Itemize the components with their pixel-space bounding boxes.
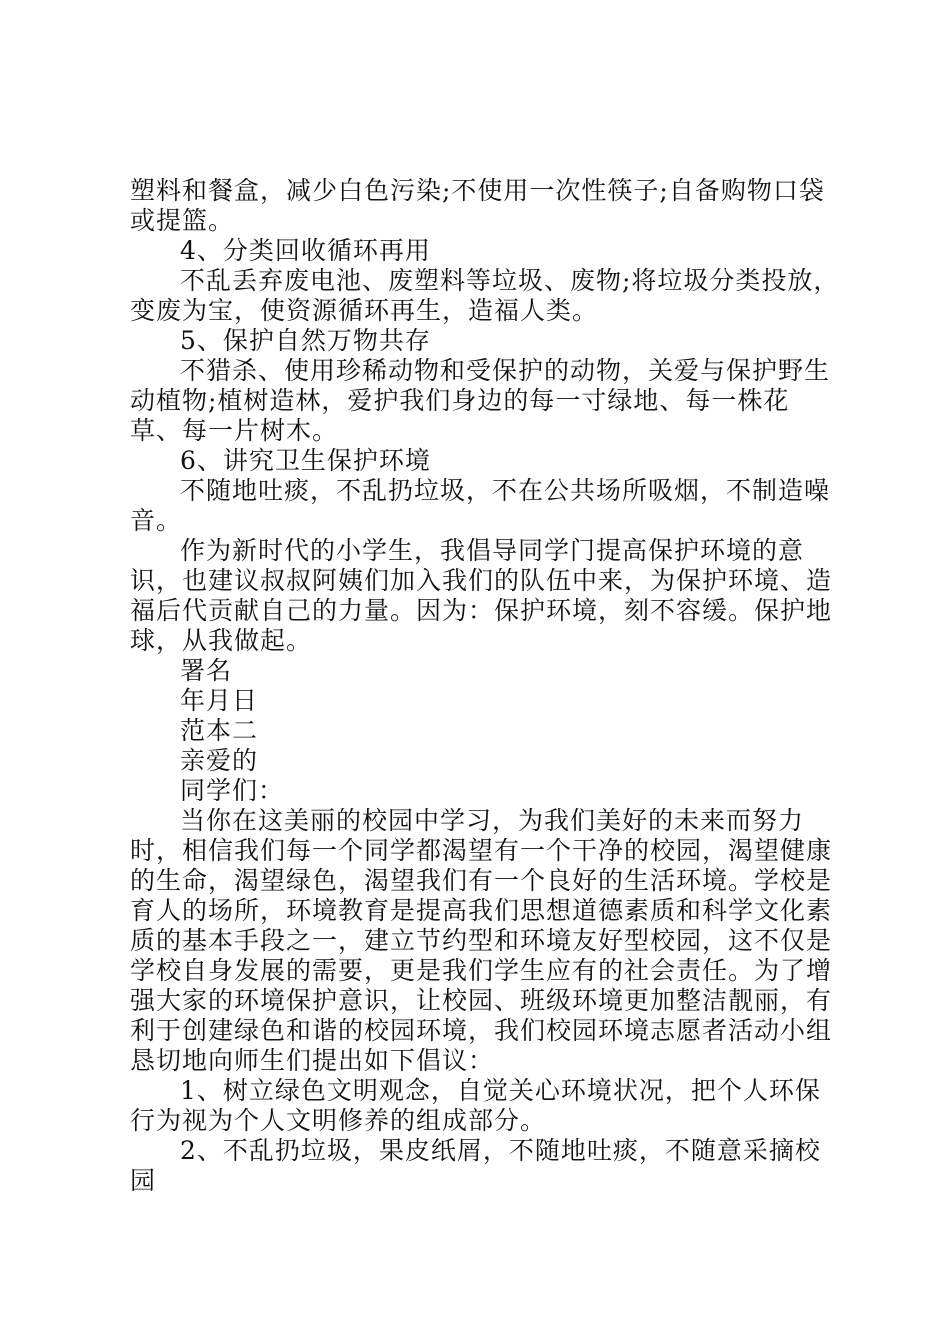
proposal-item-2: 2、不乱扔垃圾，果皮纸屑，不随地吐痰，不随意采摘校园 — [130, 1136, 821, 1195]
sample-two-title: 范本二 — [180, 716, 259, 745]
paragraph-item-6: 不随地吐痰，不乱扔垃圾，不在公共场所吸烟，不制造噪音。 — [130, 476, 831, 535]
body-paragraph: 当你在这美丽的校园中学习，为我们美好的未来而努力时，相信我们每一个同学都渴望有一个干净的校园，渴望健康的生命，渴望绿色，渴望我们有一个良好的生活环境。学校是育人的场所，环境教育是提高我们思想道德素质和科学文化素质的基本手段之一，建立节约型和环境友好型校园，这不仅是学校自身发展的需要，更是我们学生应有的社会责任。为了增强大家的环境保护意识，让校园、班级环境更加整洁靓丽，有利于创建绿色和谐的校园环境，我们校园环境志愿者活动小组恳切地向师生们提出如下倡议： — [130, 806, 833, 1075]
salutation-dear: 亲爱的 — [180, 746, 259, 775]
paragraph-continuation: 塑料和餐盒，减少白色污染;不使用一次性筷子;自备购物口袋或提篮。 — [130, 176, 825, 235]
signature-line: 署名 — [180, 656, 233, 685]
paragraph-item-4: 不乱丢弃废电池、废塑料等垃圾、废物;将垃圾分类投放，变废为宝，使资源循环再生，造福人类。 — [130, 266, 840, 325]
closing-paragraph: 作为新时代的小学生，我倡导同学门提高保护环境的意识，也建议叔叔阿姨们加入我们的队伍中来，为保护环境、造福后代贡献自己的力量。因为：保护环境，刻不容缓。保护地球，从我做起。 — [130, 536, 833, 655]
proposal-item-1: 1、树立绿色文明观念，自觉关心环境状况，把个人环保行为视为个人文明修养的组成部分。 — [130, 1076, 821, 1135]
heading-item-5: 5、保护自然万物共存 — [180, 326, 431, 355]
salutation-students: 同学们： — [180, 776, 285, 805]
heading-item-6: 6、讲究卫生保护环境 — [180, 446, 431, 475]
date-line: 年月日 — [180, 686, 259, 715]
heading-item-4: 4、分类回收循环再用 — [180, 236, 431, 265]
paragraph-item-5: 不猎杀、使用珍稀动物和受保护的动物，关爱与保护野生动植物;植树造林，爱护我们身边的每一寸绿地、每一株花草、每一片树木。 — [130, 356, 831, 445]
document-body — [130, 176, 840, 1196]
